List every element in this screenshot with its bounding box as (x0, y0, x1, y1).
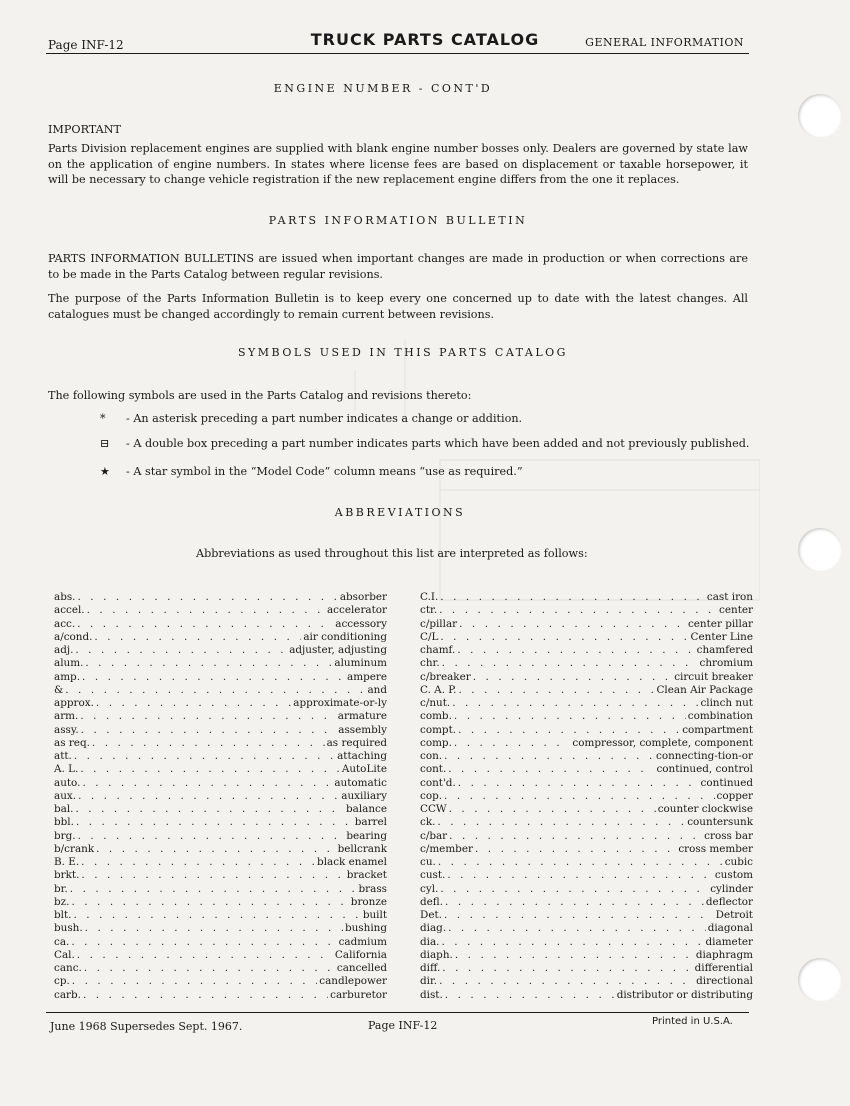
dot-leader (71, 896, 348, 909)
abbreviation-term: C.I. (420, 591, 439, 603)
dot-leader (440, 631, 688, 644)
symbol-star-row (100, 465, 750, 478)
abbreviation-row (420, 922, 753, 935)
abbreviation-meaning: deflector (705, 895, 753, 908)
dot-leader (78, 830, 345, 843)
abbreviation-meaning: black enamel (317, 856, 387, 868)
abbreviation-meaning: cadmium (338, 935, 387, 948)
abbreviation-meaning: and (367, 683, 387, 696)
asterisk-description: - An asterisk preceding a part number indicates a change or addition. (126, 412, 523, 425)
abbreviation-term: con. (420, 750, 443, 762)
dot-leader (458, 684, 654, 697)
abbreviation-meaning: cross bar (704, 829, 753, 842)
dot-leader (457, 644, 694, 657)
dot-leader (440, 883, 708, 896)
abbreviation-term: ctr. (420, 604, 438, 617)
abbreviation-term: blt. (54, 909, 72, 921)
abbreviations-intro: Abbreviations as used throughout this list are interpreted as follows: (196, 547, 588, 560)
abbreviation-term: ck. (420, 816, 436, 829)
abbreviation-row (54, 922, 387, 935)
symbols-intro: The following symbols are used in the Parts Catalog and revisions thereto: (48, 389, 472, 402)
abbreviation-meaning: bronze (350, 895, 387, 908)
abbreviation-meaning: brass (358, 882, 387, 895)
abbreviation-meaning: balance (345, 803, 387, 815)
dot-leader (75, 803, 343, 816)
symbols-title: SYMBOLS USED IN THIS PARTS CATALOG (238, 346, 568, 359)
abbreviation-row (54, 710, 387, 723)
abbreviation-term: comp. (420, 736, 452, 749)
abbreviation-term: & (54, 683, 64, 696)
abbreviation-term: cust. (420, 869, 446, 882)
abbreviation-meaning: continued (700, 776, 753, 789)
abbreviation-term: bz. (54, 895, 70, 908)
abbreviation-term: dist. (420, 988, 443, 1001)
abbreviation-meaning: diagonal (707, 922, 753, 935)
abbreviation-meaning: attaching (337, 750, 387, 762)
important-paragraph: Parts Division replacement engines are supplied with blank engine number bosses only. Dealers are governed by state law on the application of engine numbers. In states where license fees are based on displacement or taxable horsepower, it will be necessary to change vehicle registration if the new replacement engine differs from the one it replaces. (48, 142, 748, 186)
star-icon: ★ (100, 465, 111, 478)
abbreviation-row (54, 790, 387, 803)
abbreviation-term: accel. (54, 604, 85, 617)
abbreviation-row (420, 591, 753, 604)
bulletin-title: PARTS INFORMATION BULLETIN (268, 214, 528, 227)
dot-leader (82, 671, 345, 684)
abbreviation-term: C/L (420, 630, 439, 643)
abbreviation-term: arm. (54, 710, 79, 723)
abbreviation-row (420, 671, 753, 684)
dot-leader (85, 922, 343, 935)
abbreviation-meaning: armature (337, 710, 387, 723)
abbreviation-row (54, 671, 387, 684)
dot-leader (81, 869, 344, 882)
abbreviation-term: carb. (54, 988, 81, 1001)
abbreviation-meaning: connecting-tion-or (656, 750, 753, 762)
dot-leader (438, 856, 723, 869)
abbreviation-row (420, 803, 753, 816)
dot-leader (72, 975, 317, 988)
abbreviation-term: bal. (54, 803, 74, 815)
abbreviation-meaning: diameter (705, 935, 753, 948)
important-label: IMPORTANT (48, 123, 121, 136)
abbreviation-row (54, 631, 387, 644)
abbreviation-meaning: bracket (346, 869, 387, 882)
abbreviation-meaning: air conditioning (303, 630, 387, 643)
abbreviation-meaning: ampere (347, 670, 387, 683)
abbreviation-meaning: carburetor (330, 988, 387, 1001)
dot-leader (77, 618, 333, 631)
dot-leader (70, 883, 357, 896)
dot-leader (74, 750, 335, 763)
abbreviation-row (420, 975, 753, 988)
header-page-number: Page INF-12 (48, 38, 124, 52)
abbreviation-row (54, 830, 387, 843)
abbreviation-meaning: approximate-or-ly (293, 697, 387, 709)
dot-leader (65, 684, 365, 697)
abbreviation-term: chamf. (420, 644, 456, 656)
dot-leader (444, 909, 714, 922)
abbreviation-row (54, 777, 387, 790)
abbreviation-term: assy. (54, 723, 79, 736)
abbreviation-row (54, 618, 387, 631)
abbreviation-term: brkt. (54, 869, 80, 882)
abbreviation-term: abs. (54, 591, 76, 603)
abbreviation-meaning: aluminum (334, 657, 387, 670)
abbreviation-term: comb. (420, 710, 452, 723)
abbreviation-row (420, 724, 753, 737)
abbreviation-row (420, 962, 753, 975)
abbreviation-row (420, 697, 753, 710)
abbreviation-row (54, 909, 387, 922)
dot-leader (82, 777, 332, 790)
dot-leader (445, 896, 704, 909)
abbreviation-meaning: adjuster, adjusting (289, 644, 387, 656)
abbreviation-term: cont. (420, 763, 447, 776)
abbreviation-meaning: clinch nut (700, 697, 753, 709)
abbreviation-meaning: barrel (354, 816, 387, 829)
abbreviation-term: defl. (420, 895, 444, 908)
abbreviation-row (54, 989, 387, 1002)
abbreviation-term: amp. (54, 670, 81, 683)
abbreviation-row (54, 896, 387, 909)
abbreviation-row (54, 591, 387, 604)
abbreviation-term: canc. (54, 962, 82, 974)
dot-leader (454, 737, 571, 750)
abbreviation-term: att. (54, 750, 72, 762)
abbreviation-term: cop. (420, 789, 443, 802)
abbreviation-row (420, 869, 753, 882)
abbreviation-row (420, 777, 753, 790)
abbreviation-row (420, 657, 753, 670)
abbreviation-meaning: compressor, complete, component (572, 736, 753, 749)
dot-leader (452, 697, 698, 710)
abbreviation-term: c/bar (420, 829, 448, 842)
abbreviation-meaning: circuit breaker (674, 670, 753, 683)
dot-leader (78, 790, 339, 803)
abbreviation-row (420, 684, 753, 697)
abbreviation-row (54, 962, 387, 975)
abbreviation-meaning: continued, control (656, 763, 753, 776)
star-description: - A star symbol in the “Model Code” column means “use as required.” (126, 465, 523, 478)
abbreviation-row (420, 644, 753, 657)
dot-leader (459, 618, 686, 631)
abbreviation-term: ca. (54, 935, 70, 948)
abbreviation-term: b/crank (54, 842, 95, 855)
double-box-description: - A double box preceding a part number indicates parts which have been added and not previously published. (126, 437, 750, 450)
symbol-asterisk-row (100, 412, 750, 425)
header-rule (46, 53, 749, 54)
abbreviation-meaning: chromium (699, 657, 753, 670)
abbreviation-term: c/member (420, 842, 473, 855)
abbreviation-meaning: absorber (339, 591, 387, 603)
abbreviation-term: br. (54, 882, 68, 895)
abbreviation-row (54, 803, 387, 816)
abbreviation-meaning: Detroit (715, 909, 753, 921)
abbreviation-meaning: center pillar (687, 617, 753, 630)
abbreviation-meaning: compartment (682, 723, 753, 736)
asterisk-symbol: * (100, 412, 106, 425)
abbreviation-term: alum. (54, 657, 84, 670)
abbreviation-row (420, 896, 753, 909)
abbreviation-row (54, 816, 387, 829)
abbreviation-term: chr. (420, 657, 440, 670)
abbreviation-row (420, 843, 753, 856)
abbreviation-row (54, 697, 387, 710)
abbreviation-row (420, 816, 753, 829)
abbreviation-term: adj. (54, 644, 74, 656)
abbreviation-term: C. A. P. (420, 683, 457, 696)
dot-leader (449, 830, 702, 843)
header-section: GENERAL INFORMATION (585, 36, 744, 49)
abbreviation-meaning: distributor or distributing (616, 988, 753, 1001)
abbreviation-row (54, 763, 387, 776)
abbreviation-row (420, 604, 753, 617)
abbreviation-column-left (54, 591, 387, 1011)
dot-leader (96, 697, 291, 710)
abbreviation-row (54, 750, 387, 763)
abbreviation-meaning: directional (696, 975, 753, 988)
abbreviations-title: ABBREVIATIONS (334, 506, 466, 519)
abbreviation-term: c/nut. (420, 697, 451, 709)
abbreviation-row (54, 843, 387, 856)
abbreviation-term: cont'd. (420, 776, 456, 789)
abbreviation-term: Cal. (54, 948, 75, 961)
abbreviation-meaning: combination (687, 710, 753, 723)
abbreviation-row (54, 737, 387, 750)
dot-leader (455, 949, 694, 962)
dot-leader (87, 604, 325, 617)
dot-leader (440, 591, 705, 604)
abbreviation-row (54, 936, 387, 949)
dot-leader (473, 671, 672, 684)
abbreviation-meaning: Clean Air Package (656, 683, 753, 696)
abbreviation-meaning: auxiliary (341, 789, 387, 802)
dot-leader (447, 869, 713, 882)
abbreviation-meaning: candlepower (319, 975, 387, 988)
abbreviation-row (420, 737, 753, 750)
abbreviation-term: as req. (54, 736, 90, 749)
double-box-icon: ⊟ (100, 437, 110, 450)
dot-leader (475, 843, 676, 856)
abbreviation-meaning: AutoLite (341, 763, 387, 776)
dot-leader (439, 975, 694, 988)
abbreviation-row (54, 604, 387, 617)
abbreviation-meaning: copper (716, 789, 753, 802)
abbreviation-meaning: as required (326, 736, 387, 749)
dot-leader (458, 777, 699, 790)
abbreviation-row (54, 975, 387, 988)
abbreviation-term: aux. (54, 789, 77, 802)
footer-page-number: Page INF-12 (368, 1019, 438, 1032)
abbreviation-meaning: California (334, 948, 387, 961)
abbreviation-meaning: cancelled (336, 962, 387, 974)
footer-printed: Printed in U.S.A. (652, 1016, 733, 1027)
abbreviation-row (54, 883, 387, 896)
dot-leader (448, 763, 654, 776)
dot-leader (458, 724, 680, 737)
abbreviation-row (420, 750, 753, 763)
abbreviation-term: c/breaker (420, 670, 471, 683)
abbreviation-term: dir. (420, 975, 438, 988)
dot-leader (83, 989, 328, 1002)
abbreviation-term: brg. (54, 829, 76, 842)
abbreviation-meaning: assembly (338, 723, 387, 736)
dot-leader (94, 631, 301, 644)
abbreviation-row (54, 684, 387, 697)
dot-leader (444, 750, 654, 763)
abbreviation-row (420, 909, 753, 922)
abbreviation-term: auto. (54, 776, 81, 789)
dot-leader (77, 949, 333, 962)
abbreviation-row (54, 869, 387, 882)
abbreviation-row (54, 657, 387, 670)
abbreviation-meaning: custom (714, 869, 753, 882)
footer-rule (46, 1012, 749, 1013)
abbreviation-term: bush. (54, 922, 83, 935)
abbreviation-column-right (420, 591, 753, 1011)
abbreviation-meaning: cross member (678, 842, 753, 855)
dot-leader (75, 644, 287, 657)
footer-date: June 1968 Supersedes Sept. 1967. (50, 1020, 243, 1033)
dot-leader (442, 657, 698, 670)
abbreviation-term: dia. (420, 935, 440, 948)
dot-leader (85, 657, 332, 670)
abbreviation-term: bbl. (54, 816, 74, 829)
dot-leader (84, 962, 335, 975)
abbreviation-row (420, 790, 753, 803)
bulletin-paragraph-1: PARTS INFORMATION BULLETINS are issued when important changes are made in production or when corrections are to be made in the Parts Catalog between regular revisions. (48, 252, 748, 281)
punch-hole-top (798, 94, 842, 138)
dot-leader (80, 763, 340, 776)
abbreviation-row (420, 949, 753, 962)
dot-leader (445, 989, 615, 1002)
abbreviation-term: c/pillar (420, 617, 458, 630)
abbreviation-term: A. L. (54, 763, 79, 776)
header-title: TRUCK PARTS CATALOG (310, 30, 540, 49)
abbreviation-term: diag. (420, 922, 447, 935)
dot-leader (442, 962, 692, 975)
abbreviation-row (420, 936, 753, 949)
abbreviation-row (54, 856, 387, 869)
dot-leader (449, 803, 656, 816)
abbreviation-row (420, 856, 753, 869)
abbreviation-meaning: cast iron (706, 591, 753, 603)
abbreviation-row (54, 949, 387, 962)
engine-number-title: ENGINE NUMBER - CONT'D (273, 82, 493, 95)
abbreviation-term: cu. (420, 856, 436, 868)
bulletin-paragraph-2: The purpose of the Parts Information Bulletin is to keep every one concerned up to date with the latest changes. All catalogues must be changed accordingly to remain current between revisions. (48, 292, 748, 321)
abbreviation-term: cp. (54, 975, 70, 988)
dot-leader (80, 710, 335, 723)
dot-leader (81, 856, 315, 869)
abbreviation-meaning: countersunk (687, 816, 753, 829)
dot-leader (448, 922, 706, 935)
abbreviation-row (54, 724, 387, 737)
abbreviation-meaning: cubic (724, 856, 753, 868)
dot-leader (76, 816, 353, 829)
abbreviation-meaning: accelerator (326, 604, 387, 617)
abbreviation-meaning: chamfered (696, 644, 753, 656)
abbreviation-row (420, 989, 753, 1002)
dot-leader (92, 737, 325, 750)
symbol-double-box-row (100, 437, 750, 450)
dot-leader (77, 591, 337, 604)
dot-leader (454, 710, 686, 723)
dot-leader (71, 936, 336, 949)
abbreviation-term: diff. (420, 962, 441, 974)
dot-leader (441, 936, 703, 949)
abbreviation-meaning: built (362, 909, 387, 921)
dot-leader (96, 843, 335, 856)
abbreviation-row (420, 830, 753, 843)
abbreviation-meaning: bellcrank (337, 842, 387, 855)
dot-leader (439, 604, 717, 617)
abbreviation-meaning: cylinder (710, 882, 753, 895)
abbreviation-row (420, 618, 753, 631)
abbreviation-meaning: automatic (334, 776, 387, 789)
abbreviation-term: approx. (54, 697, 94, 709)
abbreviation-term: compt. (420, 723, 457, 736)
abbreviation-meaning: center (719, 604, 753, 617)
abbreviation-meaning: diaphragm (695, 948, 753, 961)
abbreviation-row (54, 644, 387, 657)
abbreviation-term: acc. (54, 617, 76, 630)
abbreviation-term: diaph. (420, 948, 453, 961)
dot-leader (437, 816, 685, 829)
dot-leader (73, 909, 360, 922)
abbreviation-row (420, 883, 753, 896)
abbreviation-row (420, 631, 753, 644)
punch-hole-middle (798, 528, 842, 572)
abbreviation-meaning: bearing (346, 829, 387, 842)
abbreviation-term: B. E. (54, 856, 80, 868)
abbreviation-term: cyl. (420, 882, 439, 895)
abbreviation-meaning: counter clockwise (657, 803, 753, 815)
abbreviation-meaning: accessory (335, 617, 387, 630)
abbreviation-meaning: Center Line (690, 630, 753, 643)
abbreviation-term: CCW (420, 803, 447, 815)
abbreviation-term: a/cond. (54, 630, 93, 643)
abbreviation-row (420, 710, 753, 723)
abbreviation-row (420, 763, 753, 776)
punch-hole-bottom (798, 958, 842, 1002)
dot-leader (444, 790, 714, 803)
abbreviation-meaning: differential (694, 962, 753, 974)
abbreviation-meaning: bushing (344, 922, 387, 935)
dot-leader (81, 724, 337, 737)
abbreviation-term: Det. (420, 909, 442, 921)
